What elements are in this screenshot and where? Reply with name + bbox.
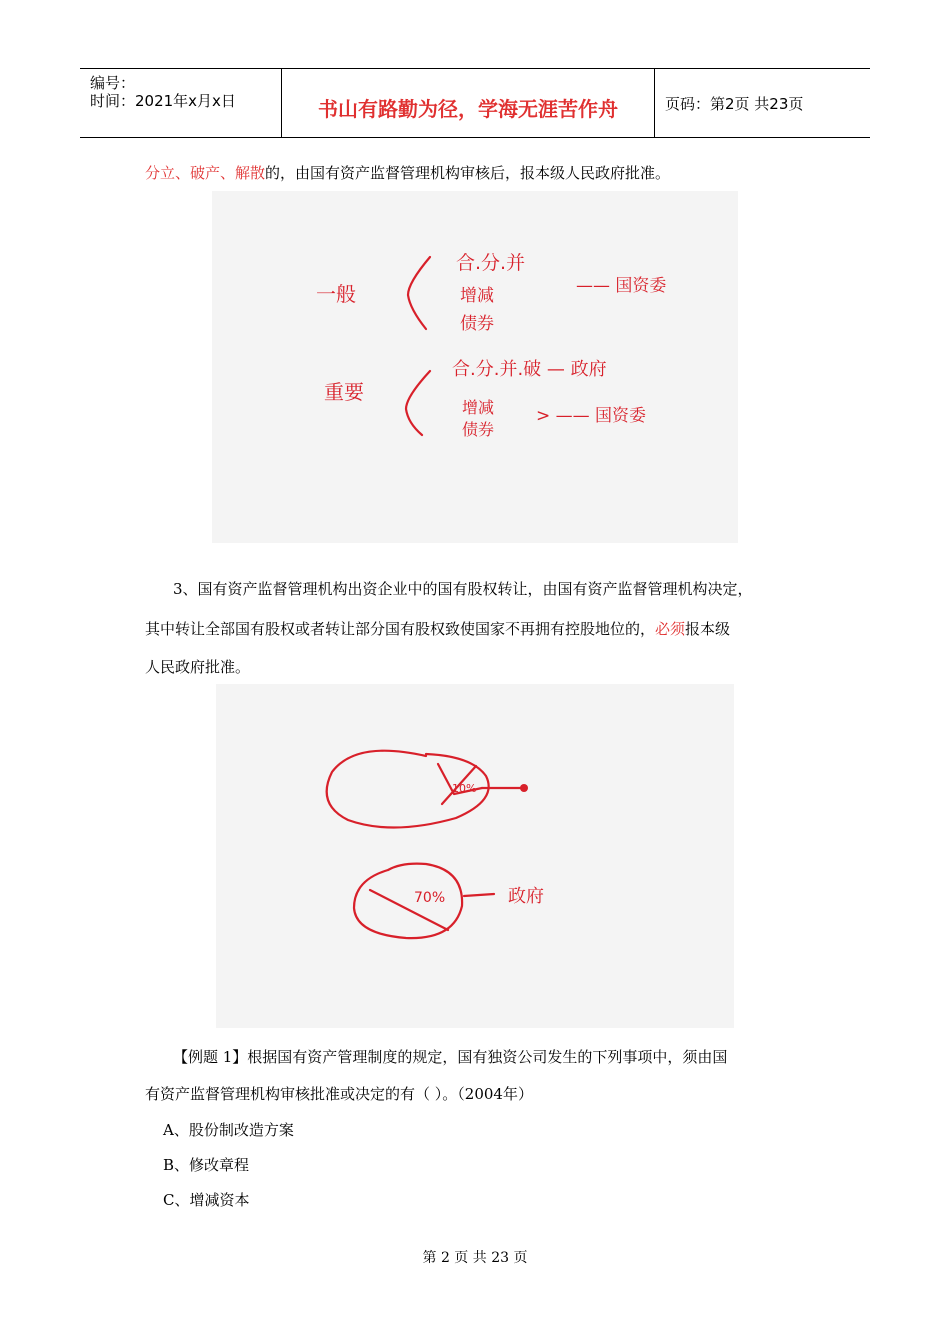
brace-icon	[408, 257, 430, 329]
motto: 书山有路勤为径，学海无涯苦作舟	[318, 97, 618, 121]
paragraph-text: 其中转让全部国有股权或者转让部分国有股权致使国家不再拥有控股地位的，	[145, 620, 656, 638]
large-percent: 70%	[414, 890, 446, 906]
page-footer: 第 2 页 共 23 页	[422, 1250, 528, 1266]
sketch-important-line3: 债券	[462, 420, 495, 439]
brace-icon	[406, 371, 430, 435]
sketch-general-line2: 增减	[460, 286, 494, 306]
gov-label: 政府	[508, 886, 544, 907]
sketch-important-label: 重要	[324, 380, 364, 404]
sketch-general-line1: 合.分.并	[456, 252, 526, 274]
header-meta-cell	[80, 69, 282, 137]
arrow-line-icon	[464, 894, 494, 896]
sketch-2-drawing	[216, 684, 734, 1028]
page-info: 页码：第2页 共23页	[665, 95, 804, 113]
paragraph-transfer-line1: 3、国有资产监督管理机构出资企业中的国有股权转让，由国有资产监督管理机构决定，	[173, 580, 753, 598]
paragraph-text: 报本级	[685, 620, 731, 638]
paragraph-transfer-line2	[145, 618, 730, 639]
sketch-general-label: 一般	[316, 282, 356, 306]
option-c: C、增减资本	[163, 1191, 250, 1209]
option-a: A、股份制改造方案	[163, 1121, 294, 1139]
page-header	[80, 68, 870, 138]
sketch-general-result: —— 国资委	[576, 276, 667, 296]
small-percent: 10%	[452, 782, 477, 795]
highlight-text: 必须	[655, 620, 686, 638]
header-motto-cell	[282, 69, 655, 137]
handwritten-sketch-2	[216, 684, 734, 1028]
circle-icon	[354, 864, 462, 939]
highlight-text: 分立、破产、解散	[145, 164, 266, 182]
paragraph-transfer-line3: 人民政府批准。	[145, 658, 251, 676]
paragraph-text: 的，由国有资产监督管理机构审核后，报本级人民政府批准。	[265, 164, 671, 182]
dot-icon	[520, 784, 528, 792]
number-label: 编号：	[90, 74, 136, 92]
example-question-line1: 【例题 1】根据国有资产管理制度的规定，国有独资公司发生的下列事项中，须由国	[173, 1048, 728, 1066]
paragraph-approval	[145, 162, 670, 183]
example-question-line2: 有资产监督管理机构审核批准或决定的有（ ）。（2004年）	[145, 1085, 533, 1103]
time-label: 时间：2021年x月x日	[90, 92, 236, 110]
sketch-1-drawing	[212, 191, 738, 543]
handwritten-sketch-1	[212, 191, 738, 543]
sketch-important-line2: 增减	[462, 398, 495, 417]
option-b: B、修改章程	[163, 1156, 250, 1174]
sketch-general-line3: 债券	[460, 314, 494, 334]
sketch-important-line1: 合.分.并.破 — 政府	[452, 359, 607, 380]
sketch-important-result: > —— 国资委	[536, 406, 647, 426]
